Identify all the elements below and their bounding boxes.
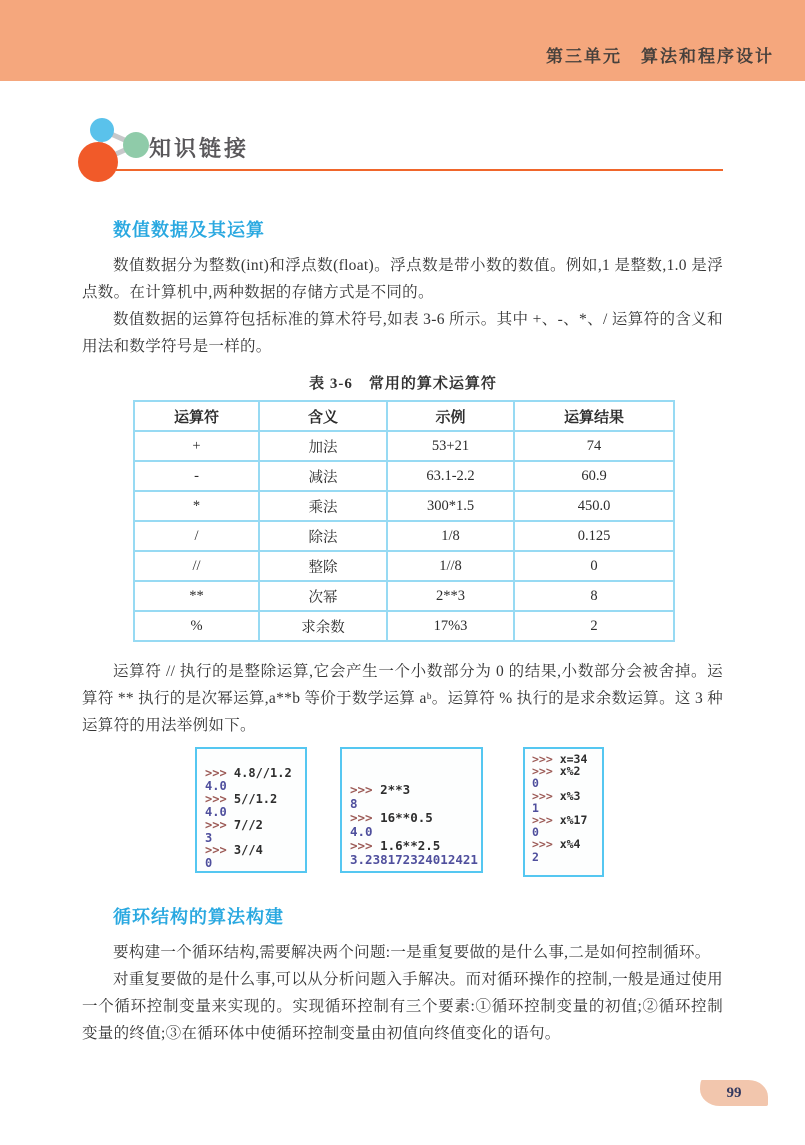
paragraph: 运算符 // 执行的是整除运算,它会产生一个小数部分为 0 的结果,小数部分会被舍掉。运算符 ** 执行的是次幂运算,a**b 等价于数学运算 aᵇ。运算符 % 执行的是求余数运算。这 3 种运算符的用法举例如下。	[82, 663, 723, 734]
code-line: >>> 16**0.5	[350, 810, 433, 825]
section-divider-line	[116, 169, 723, 171]
prompt-chevrons: >>>	[532, 752, 560, 766]
table-cell: 2	[514, 611, 674, 641]
section-heading-loop-structure: 循环结构的算法构建	[113, 907, 284, 927]
code-line: >>> x%3	[532, 788, 581, 803]
page-number: 99	[726, 1084, 742, 1101]
table-header-cell: 示例	[387, 401, 514, 431]
page-content	[82, 190, 723, 1047]
prompt-chevrons: >>>	[532, 837, 560, 852]
prompt-chevrons: >>>	[532, 788, 560, 803]
operators-table	[133, 400, 675, 642]
operators-table-block	[133, 372, 673, 642]
table-row	[134, 611, 674, 641]
knowledge-link-title: 知识链接	[149, 136, 250, 161]
table-cell: /	[134, 521, 259, 551]
paragraph: 对重复要做的是什么事,可以从分析问题入手解决。而对循环操作的控制,一般是通过使用一个循环控制变量来实现的。实现循环控制有三个要素:①循环控制变量的初值;②循环控制变量的终值;③在循环体中使循环控制变量由初值向终值变化的语句。	[82, 971, 723, 1042]
table-row	[134, 491, 674, 521]
code-line: 8	[350, 796, 358, 811]
table-row	[134, 581, 674, 611]
paragraph: 要构建一个循环结构,需要解决两个问题:一是重复要做的是什么事,二是如何控制循环。	[113, 944, 711, 961]
unit-title: 第三单元 算法和程序设计	[546, 47, 774, 66]
table-cell: //	[134, 551, 259, 581]
blue-node	[90, 118, 114, 142]
table-cell: 74	[514, 431, 674, 461]
prompt-chevrons: >>>	[532, 764, 560, 779]
table-cell: 300*1.5	[387, 491, 514, 521]
code-line: 4.0	[205, 804, 227, 819]
paragraph: 数值数据的运算符包括标准的算术符号,如表 3-6 所示。其中 +、-、*、/ 运算符的含义和用法和数学符号是一样的。	[82, 311, 723, 355]
console-screenshot-box	[523, 747, 604, 877]
table-header-cell: 运算符	[134, 401, 259, 431]
code-line: >>> 7//2	[205, 817, 263, 832]
code-line: >>> 4.8//1.2	[205, 766, 292, 780]
prompt-chevrons: >>>	[532, 813, 560, 828]
code-line: >>> x=34	[532, 752, 588, 766]
code-line: >>> x%4	[532, 837, 581, 852]
orange-node	[78, 142, 118, 182]
table-row	[134, 461, 674, 491]
table-row	[134, 431, 674, 461]
code-line: 3	[205, 830, 213, 845]
code-line: 4.0	[350, 824, 373, 839]
table-cell: 17%3	[387, 611, 514, 641]
code-line: >>> 2**3	[350, 782, 411, 797]
table-header-cell: 含义	[259, 401, 387, 431]
code-line: 0	[205, 856, 213, 871]
table-cell: 2**3	[387, 581, 514, 611]
code-line: 3.238172324012421	[350, 852, 478, 867]
table-cell: 整除	[259, 551, 387, 581]
table-cell: 加法	[259, 431, 387, 461]
prompt-chevrons: >>>	[350, 782, 381, 797]
table-cell: 次幂	[259, 581, 387, 611]
table-cell: 1/8	[387, 521, 514, 551]
table-cell: 450.0	[514, 491, 674, 521]
code-line: 0	[532, 776, 539, 791]
prompt-chevrons: >>>	[205, 791, 234, 806]
table-cell: 0	[514, 551, 674, 581]
prompt-chevrons: >>>	[205, 766, 234, 780]
table-cell: 1//8	[387, 551, 514, 581]
prompt-chevrons: >>>	[350, 810, 381, 825]
table-cell: 除法	[259, 521, 387, 551]
table-header-row	[134, 401, 674, 431]
console-screenshot-box	[340, 747, 483, 873]
code-line: 4.0	[205, 778, 227, 793]
prompt-chevrons: >>>	[205, 817, 234, 832]
table-cell: 53+21	[387, 431, 514, 461]
prompt-chevrons: >>>	[205, 843, 234, 858]
page-number-badge	[700, 1080, 768, 1106]
code-line: >>> x%2	[532, 764, 581, 779]
table-cell: %	[134, 611, 259, 641]
code-line: 2	[532, 849, 539, 864]
paragraph: 数值数据分为整数(int)和浮点数(float)。浮点数是带小数的数值。例如,1 是整数,1.0 是浮点数。在计算机中,两种数据的存储方式是不同的。	[82, 257, 723, 301]
table-header-cell: 运算结果	[514, 401, 674, 431]
table-cell: 乘法	[259, 491, 387, 521]
code-line: >>> 5//1.2	[205, 791, 278, 806]
table-cell: +	[134, 431, 259, 461]
table-cell: 减法	[259, 461, 387, 491]
code-line: >>> x%17	[532, 813, 588, 828]
prompt-chevrons: >>>	[350, 838, 381, 853]
table-caption: 表 3-6 常用的算术运算符	[309, 376, 497, 392]
table-cell: 60.9	[514, 461, 674, 491]
green-node	[123, 132, 149, 158]
python-console-examples	[82, 747, 723, 877]
section-heading-numeric-data: 数值数据及其运算	[113, 220, 265, 240]
console-screenshot-box	[195, 747, 307, 873]
table-cell: 求余数	[259, 611, 387, 641]
code-line: 0	[532, 825, 539, 840]
table-cell: -	[134, 461, 259, 491]
table-cell: 0.125	[514, 521, 674, 551]
table-cell: *	[134, 491, 259, 521]
table-cell: 63.1-2.2	[387, 461, 514, 491]
table-cell: **	[134, 581, 259, 611]
table-row	[134, 551, 674, 581]
table-cell: 8	[514, 581, 674, 611]
page-header-band	[0, 0, 805, 81]
code-line: 1	[532, 800, 539, 815]
code-line: >>> 1.6**2.5	[350, 838, 441, 853]
table-row	[134, 521, 674, 551]
code-line: >>> 3//4	[205, 843, 263, 858]
